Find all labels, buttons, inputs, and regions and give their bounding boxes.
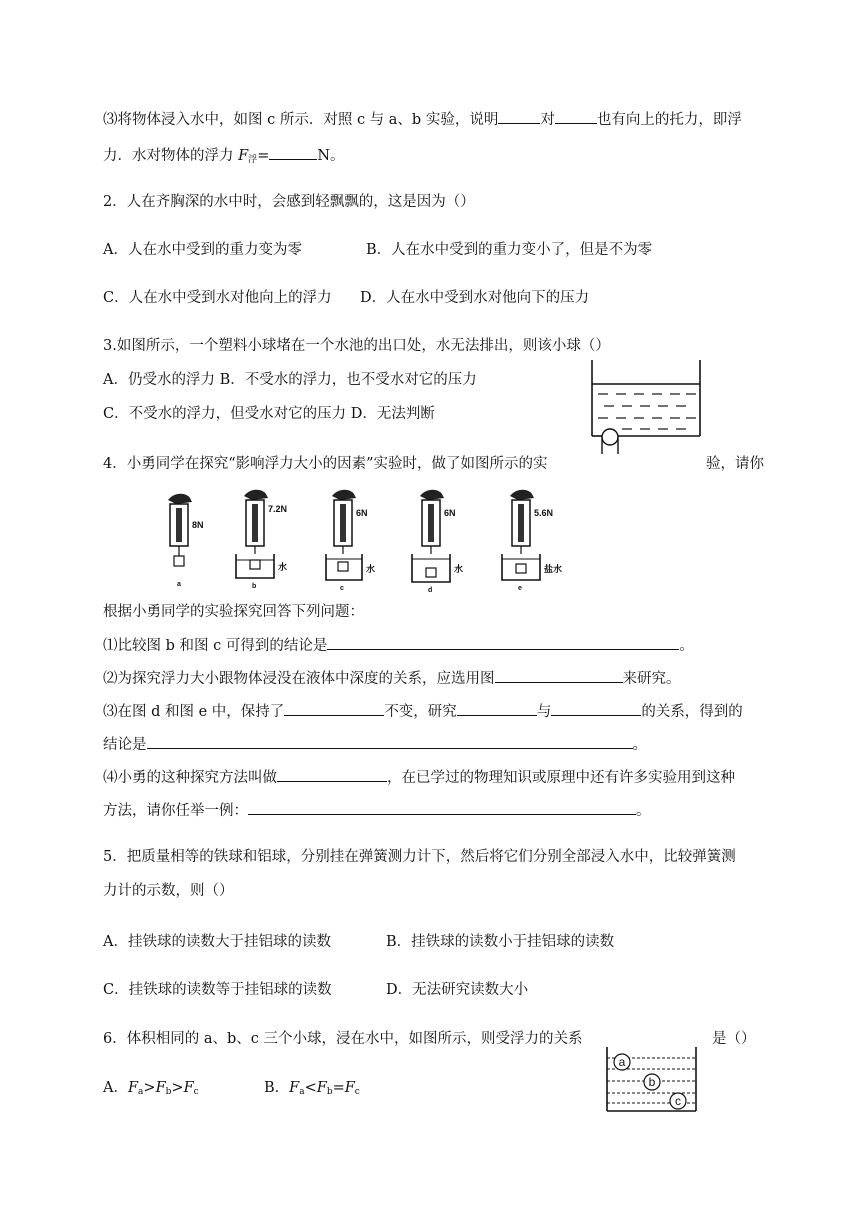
equals-sign: = bbox=[257, 148, 270, 164]
plastic-ball bbox=[602, 429, 618, 445]
scale-e bbox=[502, 490, 562, 592]
scale-c bbox=[326, 490, 375, 592]
q3-options-ab[interactable]: A．仍受水的浮力 B．不受水的浮力，也不受水对它的压力 bbox=[103, 372, 477, 388]
liquid-d: 水 bbox=[454, 564, 464, 574]
q4-p3-end: 的关系，得到的 bbox=[641, 704, 743, 720]
force-symbol: F bbox=[127, 1080, 139, 1096]
operator: = bbox=[332, 1080, 345, 1096]
q4-spring-scale-figure bbox=[150, 488, 590, 600]
scale-b bbox=[236, 490, 287, 590]
answer-blank[interactable] bbox=[284, 701, 384, 716]
force-subscript: 浮 bbox=[248, 155, 258, 165]
q4-p4-text2: 方法，请你任举一例： bbox=[103, 803, 248, 819]
q4-p2-end: 来研究。 bbox=[622, 671, 681, 687]
q5-option-b[interactable]: B．挂铁球的读数小于挂铝球的读数 bbox=[386, 934, 615, 950]
q4-part4 bbox=[103, 767, 735, 788]
q6-stem-left: 6．体积相同的 a、b、c 三个小球，浸在水中，如图所示，则受浮力的关系 bbox=[103, 1031, 583, 1047]
label-b: b bbox=[252, 583, 257, 590]
q1-part3-line1 bbox=[103, 109, 742, 130]
q1-text-2: 对 bbox=[540, 112, 555, 128]
q5-option-c[interactable]: C．挂铁球的读数等于挂铝球的读数 bbox=[103, 982, 332, 998]
q2-stem: 2．人在齐胸深的水中时，会感到轻飘飘的，这是因为（） bbox=[103, 194, 475, 210]
q4-p3-mid2: 与 bbox=[536, 704, 552, 720]
ball-a-label: a bbox=[618, 1055, 626, 1069]
q2-option-b[interactable]: B．人在水中受到的重力变小了，但是不为零 bbox=[366, 242, 653, 258]
q5-stem-1: 5．把质量相等的铁球和铝球，分别挂在弹簧测力计下，然后将它们分别全部浸入水中，比较弹簧测 bbox=[103, 849, 736, 865]
q4-part1 bbox=[103, 635, 694, 656]
answer-blank[interactable] bbox=[551, 701, 641, 716]
q4-part3-line2 bbox=[103, 734, 647, 755]
answer-blank[interactable] bbox=[555, 109, 597, 124]
force-symbol: F bbox=[289, 1080, 300, 1096]
answer-blank[interactable] bbox=[277, 767, 387, 782]
q5-option-d[interactable]: D．无法研究读数大小 bbox=[386, 982, 529, 998]
q6-option-b[interactable] bbox=[264, 1078, 360, 1102]
q1-text-4: 力．水对物体的浮力 bbox=[103, 148, 234, 164]
q4-p4-end2: 。 bbox=[636, 803, 651, 819]
q4-stem-right: 验，请你 bbox=[706, 456, 764, 472]
q5-stem-2: 力计的示数，则（） bbox=[103, 883, 234, 899]
q4-stem-left: 4．小勇同学在探究“影响浮力大小的因素”实验时，做了如图所示的实 bbox=[103, 456, 548, 472]
q5-option-a[interactable]: A．挂铁球的读数大于挂铝球的读数 bbox=[103, 934, 331, 950]
liquid-c: 水 bbox=[366, 564, 376, 574]
unit-text: N。 bbox=[317, 148, 345, 164]
q2-option-d[interactable]: D．人在水中受到水对他向下的压力 bbox=[360, 290, 590, 306]
label-e: e bbox=[518, 585, 522, 592]
scale-a bbox=[168, 494, 204, 588]
reading-e: 5.6N bbox=[534, 508, 554, 518]
answer-blank[interactable] bbox=[327, 635, 679, 650]
q4-p1-end: 。 bbox=[679, 638, 694, 654]
reading-a: 8N bbox=[192, 520, 204, 530]
force-subscript: b bbox=[165, 1087, 172, 1097]
q4-p3-text: ⑶在图 d 和图 e 中，保持了 bbox=[103, 704, 285, 720]
force-subscript: b bbox=[326, 1087, 333, 1097]
q4-p3-text2: 结论是 bbox=[103, 737, 147, 753]
ball-b-label: b bbox=[648, 1075, 656, 1089]
force-symbol: F bbox=[238, 148, 249, 164]
force-symbol: F bbox=[344, 1080, 355, 1096]
answer-blank[interactable] bbox=[457, 701, 537, 716]
q4-intro: 根据小勇同学的实验探究回答下列问题： bbox=[103, 604, 364, 620]
q1-text-1: ⑶将物体浸入水中，如图 c 所示．对照 c 与 a、b 实验，说明 bbox=[103, 112, 499, 128]
option-letter: A． bbox=[103, 1080, 128, 1096]
q4-p2-text: ⑵为探究浮力大小跟物体浸没在液体中深度的关系，应选用图 bbox=[103, 671, 495, 687]
force-symbol: F bbox=[183, 1080, 194, 1096]
operator: < bbox=[304, 1080, 317, 1096]
ball-c-label: c bbox=[675, 1094, 681, 1108]
liquid-b: 水 bbox=[278, 562, 288, 572]
q2-option-c[interactable]: C．人在水中受到水对他向上的浮力 bbox=[103, 290, 332, 306]
label-a: a bbox=[177, 581, 181, 588]
force-subscript: c bbox=[193, 1087, 199, 1097]
q6-option-a[interactable] bbox=[103, 1078, 199, 1102]
q4-p4-mid: ，在已学过的物理知识或原理中还有许多实验用到这种 bbox=[387, 770, 735, 786]
reading-d: 6N bbox=[444, 508, 456, 518]
answer-blank[interactable] bbox=[269, 145, 317, 160]
force-subscript: a bbox=[138, 1087, 144, 1097]
q3-tank-figure bbox=[588, 356, 704, 456]
reading-c: 6N bbox=[356, 508, 368, 518]
q2-option-a[interactable]: A．人在水中受到的重力变为零 bbox=[103, 242, 302, 258]
q6-balls-figure bbox=[604, 1045, 700, 1115]
answer-blank[interactable] bbox=[498, 109, 540, 124]
q4-p3-mid1: 不变，研究 bbox=[384, 704, 457, 720]
force-symbol: F bbox=[155, 1080, 166, 1096]
liquid-e: 盐水 bbox=[544, 564, 563, 574]
q4-p1-text: ⑴比较图 b 和图 c 可得到的结论是 bbox=[103, 638, 328, 654]
force-subscript: a bbox=[299, 1087, 305, 1097]
q1-part3-line2 bbox=[103, 145, 345, 170]
scale-d bbox=[412, 490, 463, 594]
label-c: c bbox=[340, 585, 344, 592]
operator: > bbox=[171, 1080, 184, 1096]
q6-stem-right: 是（） bbox=[712, 1031, 756, 1047]
q4-part3 bbox=[103, 701, 743, 722]
answer-blank[interactable] bbox=[147, 734, 633, 749]
answer-blank[interactable] bbox=[495, 668, 623, 683]
q1-text-3: 也有向上的托力，即浮 bbox=[596, 112, 742, 128]
operator: > bbox=[143, 1080, 156, 1096]
reading-b: 7.2N bbox=[268, 504, 288, 514]
q3-stem: 3.如图所示，一个塑料小球堵在一个水池的出口处，水无法排出，则该小球（） bbox=[103, 338, 610, 354]
answer-blank[interactable] bbox=[248, 800, 636, 815]
label-d: d bbox=[428, 587, 433, 594]
q3-options-cd[interactable]: C．不受水的浮力，但受水对它的压力 D．无法判断 bbox=[103, 406, 435, 422]
q4-part4-line2 bbox=[103, 800, 651, 821]
force-subscript: c bbox=[354, 1087, 360, 1097]
option-letter: B． bbox=[264, 1080, 290, 1096]
q4-part2 bbox=[103, 668, 681, 689]
q4-p4-text: ⑷小勇的这种探究方法叫做 bbox=[103, 770, 277, 786]
force-symbol: F bbox=[316, 1080, 327, 1096]
q4-p3-end2: 。 bbox=[632, 737, 647, 753]
